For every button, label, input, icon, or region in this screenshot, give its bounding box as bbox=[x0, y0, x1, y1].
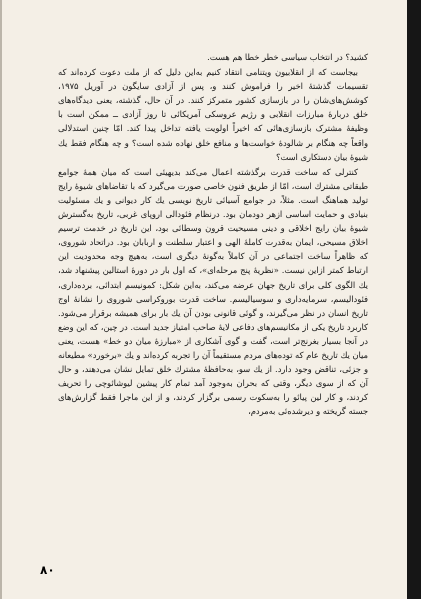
page-number: ۸۰ bbox=[40, 563, 55, 577]
paragraph-1: کشید؟ در انتخاب سیاسی خطر خطا هم هست. bbox=[207, 52, 368, 62]
paragraph-2: بیجاست که از انقلابیون ویتنامی انتقاد کنیم به‌این دلیل که از ملت دعوت کرده‌اند که تقسیمات گذشتهٔ اخیر را فراموش کنند و، پس از آزادی سایگون در آوریل ۱۹۷۵، کوشش‌های‌شان را در بازسازی کشور متمرکز کنند. در آن حال، گذشته، یعنی دیدگاه‌های خلق دربارهٔ مبارزات انقلابی و رژیم عروسکی آمریکائی تا روز آزادی ــ ممکن است با وظیفهٔ مشترک بازسازی‌هائی که اخیراً اولویت یافته تداخل پیدا کند. امّا چنین استدلالی واقعاً چه هنگام بر شالودهٔ خواست‌ها و منافع خلق نهاده شده است؟ و چه هنگام فقط یك شیوهٔ بیان دستکاری است؟ bbox=[58, 67, 368, 162]
body-text bbox=[58, 50, 368, 418]
page-edge bbox=[0, 0, 2, 599]
scan-border bbox=[407, 0, 421, 599]
paragraph-3: کنترلی که ساخت قدرت برگذشته اعمال می‌کند بدیهیئی است که میان همهٔ جوامع طبقاتی مشترك است، امّا از طریق فنون خاصی صورت می‌گیرد که با تقاضاهای شیوهٔ رایج تولید هماهنگ است. مثلاً، در جوامع آسیائی تاریخ نویسی یك کار دیوانی و یك مسئولیت بنیادی و حمایت اساسی ازهر دودمان بود. درنظام فئودالی اروپای غربی، تاریخ به‌گسترش شیوهٔ بیان رایج اخلاقی و دینی مسیحیت قرون وسطائی بود، این تاریخ در خدمت ترسیم اخلاق مسیحی، ایمان به‌قدرت کاملهٔ الهی و اعتبار سلطنت و اربابان بود. دراتحاد شوروی، که ظاهراً ساخت اجتماعی در آن کاملاً به‌گونهٔ دیگری است، به‌هیچ وجه محدودیت این ارتباط کمتر ازاین نیست. «نظریهٔ پنج مرحله‌ای»، که اول بار در دورهٔ استالین پیشنهاد شد، یك الگوی کلی برای تاریخ جهان عرضه می‌کند، به‌این شکل: کمونیسم ابتدائی، برده‌داری، فئودالیسم، سرمایه‌داری و سوسیالیسم. ساخت قدرت بوروکراسی شوروی را نشانهٔ اوج تاریخ انسان در نظر می‌گیرند، و گوئی قانونی بودن آن یك بار برای همیشه برقرار می‌شود. کاربرد تاریخ یکی از مکانیسم‌های دفاعی لایهٔ صاحب امتیاز جدید است. در چین، که این وضع در آنجا بسیار بغرنج‌تر است، گفت و گوی آشکاری از «مبارزهٔ میان دو خط» هست، یعنی میان یك تاریخ عام که توده‌های مردم مستقیماً آن را تجربه کرده‌اند و یك «برخورد» مطیعانه و جزئی، تناقض وجود دارد. از یك سو، به‌حافظهٔ مشترك خلق تمایل نشان می‌دهند، و حال آن که از سوی دیگر، وقتی که بحران به‌وجود آمد تمام کار پیشین لیوشائوچی را تحریف کردند، و کار لین پیائو را به‌سکوت رسمی برگزار کردند، و از این ماجرا فقط گزارش‌های جسته گریخته و دیرشده‌ئی به‌مردم، bbox=[58, 166, 368, 417]
